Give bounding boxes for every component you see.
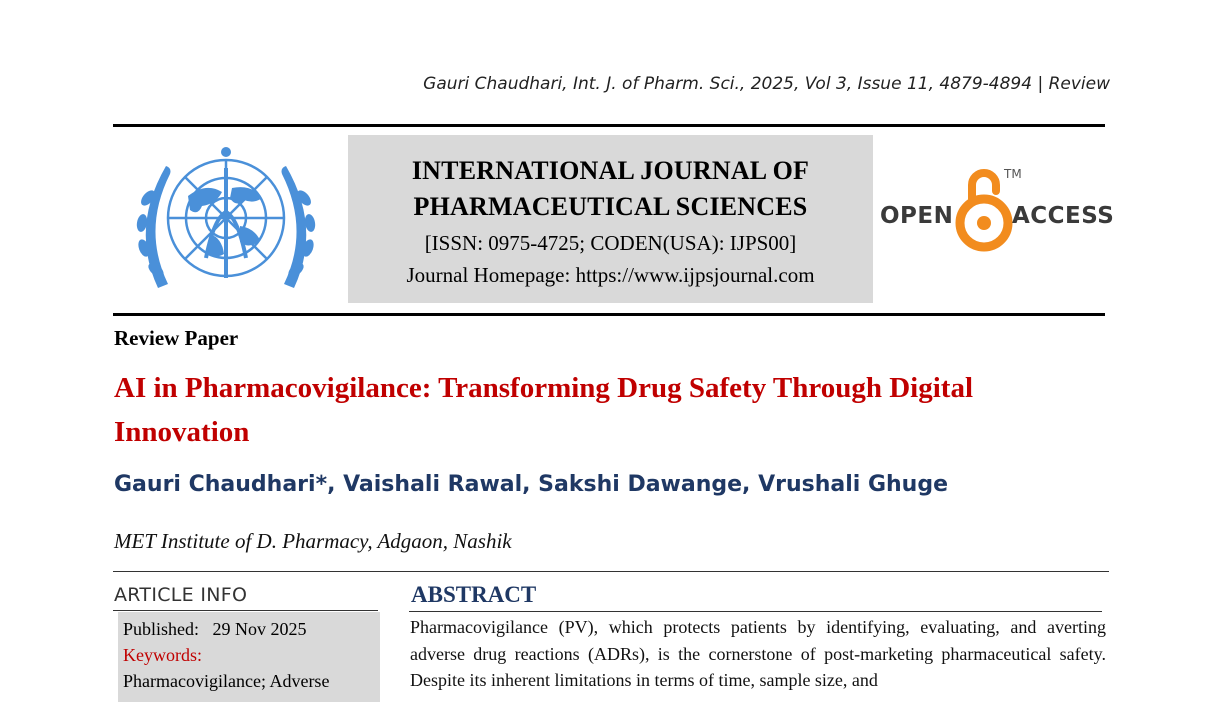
journal-name [348,153,873,225]
section-divider [113,571,1109,572]
journal-name-line1: INTERNATIONAL JOURNAL OF [411,156,810,185]
keywords-text: Pharmacovigilance; Adverse [123,671,330,691]
header-bottom-rule [113,313,1105,316]
keywords-label: Keywords: [123,645,202,665]
paper-type: Review Paper [114,326,239,350]
journal-homepage: Journal Homepage: https://www.ijpsjournal.com [406,263,815,287]
journal-header-box [348,135,873,303]
journal-issn: [ISSN: 0975-4725; CODEN(USA): IJPS00] [424,231,797,255]
open-access-left-text: OPEN [880,203,954,229]
author-list: Gauri Chaudhari*, Vaishali Rawal, Sakshi Dawange, Vrushali Ghuge [114,472,949,497]
published-label: Published: [123,619,200,639]
open-access-right-text: ACCESS [1012,203,1115,229]
abstract-rule [409,611,1102,612]
published-date: 29 Nov 2025 [212,619,307,639]
article-info-box [118,612,380,702]
affiliation: MET Institute of D. Pharmacy, Adgaon, Nashik [114,529,512,553]
trademark-mark: TM [1004,167,1022,181]
article-info-heading: ARTICLE INFO [114,584,248,606]
journal-name-line2: PHARMACEUTICAL SCIENCES [413,192,808,221]
abstract-text: Pharmacovigilance (PV), which protects patients by identifying, evaluating, and averting adverse drug reactions (ADRs), is the cornerstone of post-marketing pharmaceutical safety. Despite its inherent limitations in terms of time, sample size, and [410,617,1106,690]
abstract-heading: ABSTRACT [411,582,537,607]
open-access-logo [880,165,1115,255]
article-info-rule [113,610,378,611]
journal-emblem-icon [128,138,324,308]
paper-title: AI in Pharmacovigilance: Transforming Drug Safety Through Digital Innovation [114,372,974,448]
header-top-rule [113,124,1105,127]
published-row [123,616,375,642]
citation-header: Gauri Chaudhari, Int. J. of Pharm. Sci., 2025, Vol 3, Issue 11, 4879-4894 | Review [423,74,1110,94]
